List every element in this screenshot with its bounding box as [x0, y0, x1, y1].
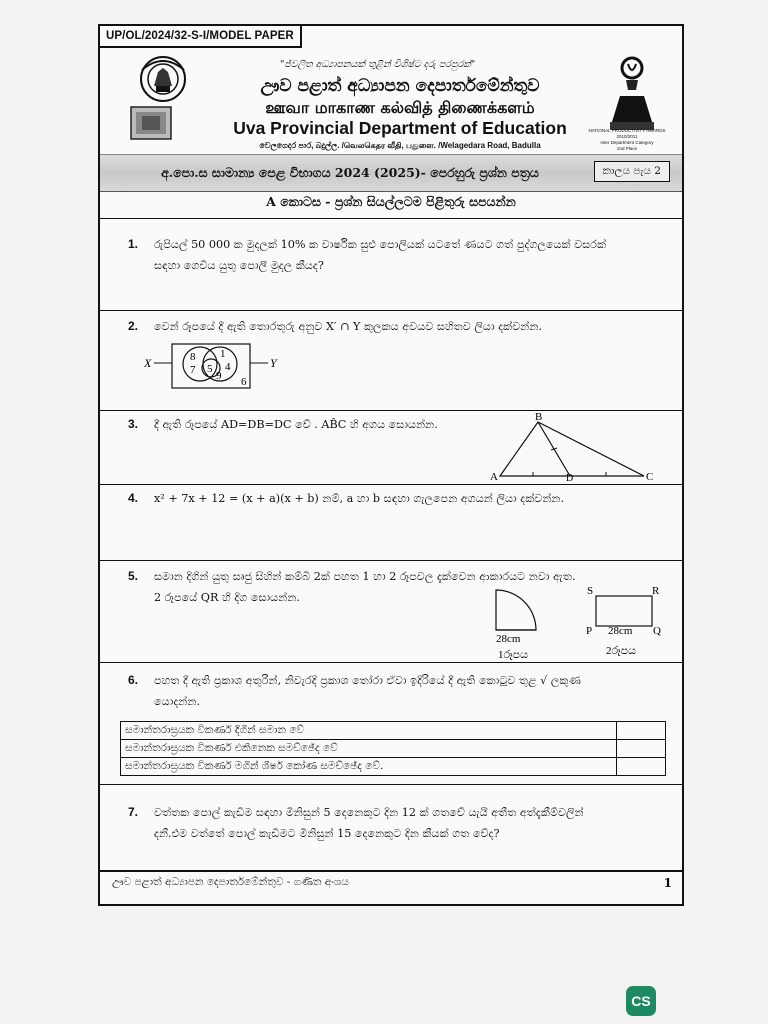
question-text: [154, 802, 674, 844]
triangle-abc: [500, 422, 644, 476]
figure-1-length: 28cm: [496, 633, 521, 645]
time-allowed-box: කාලය පැය 2: [594, 161, 671, 182]
award-line-3: 2nd Place: [616, 146, 637, 151]
question-line: පහත දී ඇති ප්‍රකාශ අතුරින්, නිවැරදි ප්‍රකාශ තෝරා ඒවා ඉදිරියේ දී ඇති කොටුව තුළ √ ලකුණ: [154, 674, 582, 687]
department-name-tamil: ஊவா மாகாண கல்வித் திணைக்களம்: [265, 98, 535, 117]
venn-value: 6: [241, 376, 247, 388]
figure-2-rectangle: [584, 582, 670, 660]
exam-sheet: [98, 24, 684, 906]
question-line: වත්තක පොල් කැඩීම සඳහා මිනිසුන් 5 දෙනෙකුට දින 12 ක් ගතවේ යැයි අතීත අත්දැකීම්වලින්: [154, 806, 584, 819]
question-line: රුපියල් 50 000 ක මුදලක් 10% ක වාර්ෂික සුළු පොලියක් යටතේ ණයට ගත් පුද්ගලයෙක් වසරක්: [154, 238, 607, 251]
award-line-1: NATIONAL PRODUCTIVITY AWARDS 2010/2011: [588, 128, 666, 139]
venn-value: 4: [225, 361, 231, 373]
exam-title-band: [100, 154, 682, 192]
question-line: සමාන දිගින් යුතු සෘජු සිහින් කම්බි 2ක් පහත 1 හා 2 රූපවල දැක්වෙන ආකාරයට නවා ඇත.: [154, 570, 576, 583]
question-number: 5.: [128, 569, 139, 583]
venn-value: 8: [190, 351, 196, 363]
section-title: A කොටස - ප්‍රශ්න සියල්ලටම පිළිතුරු සපයන්න: [266, 194, 516, 209]
tick-box[interactable]: [617, 722, 666, 740]
question-number: 7.: [128, 805, 139, 819]
stamp-icon: [130, 106, 172, 140]
statement-text: සමාන්තරාස්‍රයක විකර්ණ මගින් ශීර්ෂ කෝණ සමච්ඡේද වේ.: [121, 758, 617, 776]
page-number: 1: [663, 876, 672, 890]
question-number: 2.: [128, 319, 139, 333]
venn-value: 7: [190, 364, 196, 376]
footer-department: ඌව පළාත් අධ්‍යාපන දෙපාර්තමේන්තුව - ගණිත අංශය: [112, 876, 349, 888]
table-row: [121, 740, 666, 758]
tick-box[interactable]: [617, 758, 666, 776]
exam-title: අ.පො.ස සාමාන්‍ය පෙළ විභාගය 2024 (2025)- පෙරහුරු ප්‍රශ්න පත්‍රය: [161, 165, 539, 180]
vertex-label: A: [490, 471, 498, 482]
table-row: [121, 758, 666, 776]
question-line: යොදන්න.: [154, 695, 201, 708]
figure-2-length: 28cm: [608, 625, 633, 637]
divider: [100, 662, 682, 663]
venn-x-label: X: [144, 356, 152, 370]
question-line: සඳහා ගෙවිය යුතු පොලී මුදල කීයද?: [154, 259, 324, 272]
vertex-label: S: [587, 585, 594, 597]
department-name-english: Uva Provincial Department of Education: [233, 118, 567, 138]
question-text: x² + 7x + 12 = (x + a)(x + b) නම්, a හා b සඳහා ගැලපෙන අගයන් ලියා දක්වන්න.: [154, 492, 565, 505]
question-number: 3.: [128, 417, 139, 431]
footer-divider: [100, 870, 682, 872]
divider: [100, 218, 682, 219]
vertex-label: R: [652, 585, 660, 597]
question-number: 1.: [128, 237, 139, 251]
question-text: [154, 670, 674, 712]
statement-text: සමාන්තරාස්‍රයක විකර්ණ එකිනෙක සමච්ඡේද වේ: [121, 740, 617, 758]
paper-code: UP/OL/2024/32-S-I/MODEL PAPER: [100, 26, 302, 48]
table-row: [121, 722, 666, 740]
venn-diagram: [144, 342, 284, 390]
venn-value: 1: [220, 348, 226, 360]
divider: [100, 560, 682, 561]
camscanner-logo-icon: CS: [626, 986, 656, 1016]
triangle-figure: [488, 410, 658, 482]
motto: "ජ්වලිත අධ්‍යාපනයක් තුළින් විශිෂ්ට දරු පරපුරක්": [280, 59, 476, 70]
question-number: 4.: [128, 491, 139, 505]
question-text: වෙන් රූපයේ දී ඇති තොරතුරු අනුව X′ ∩ Y කුලකය අවයව සහිතව ලියා දක්වන්න.: [154, 320, 543, 333]
figure-2-caption: 2රූපය: [606, 645, 637, 657]
department-address: වෙලගෙදර පාර, බදුල්ල. /வெலகெதர வீதி, பதுளை. /Welagedara Road, Badulla: [259, 141, 541, 150]
tick-box[interactable]: [617, 740, 666, 758]
department-name-sinhala: ඌව පළාත් අධ්‍යාපන දෙපාර්තමේන්තුව: [260, 76, 540, 96]
statements-table: [120, 721, 666, 776]
divider: [100, 784, 682, 785]
question-text: [154, 234, 674, 276]
vertex-label: C: [646, 471, 654, 482]
vertex-label: D: [566, 473, 574, 482]
figure-1-quarter-circle: [488, 586, 544, 660]
vertex-label: P: [586, 625, 593, 637]
venn-value: 9: [216, 370, 222, 382]
award-line-2: Inter Department Category: [600, 140, 654, 145]
question-text: දී ඇති රූපයේ AD=DB=DC වේ . AB̂C හි අගය සොයන්න.: [154, 418, 438, 431]
question-line: දනී.එම වත්තේ පොල් කැඩීමට මිනිසුන් 15 දෙනෙකුට දින කීයක් ගත වේද?: [154, 827, 500, 840]
vertex-label: B: [535, 411, 543, 423]
productivity-award-icon: [602, 56, 662, 134]
question-line: 2 රූපයේ QR හි දිග සොයන්න.: [154, 591, 300, 604]
question-number: 6.: [128, 673, 139, 687]
venn-y-label: Y: [270, 356, 277, 370]
award-caption: [586, 128, 668, 152]
divider: [100, 310, 682, 311]
divider: [100, 484, 682, 485]
statement-text: සමාන්තරාස්‍රයක විකර්ණ දිගින් සමාන වේ: [121, 722, 617, 740]
sri-lanka-crest-icon: [134, 54, 192, 106]
venn-value: 5: [207, 363, 213, 375]
vertex-label: Q: [653, 625, 661, 637]
figure-1-caption: 1රූපය: [498, 649, 529, 660]
